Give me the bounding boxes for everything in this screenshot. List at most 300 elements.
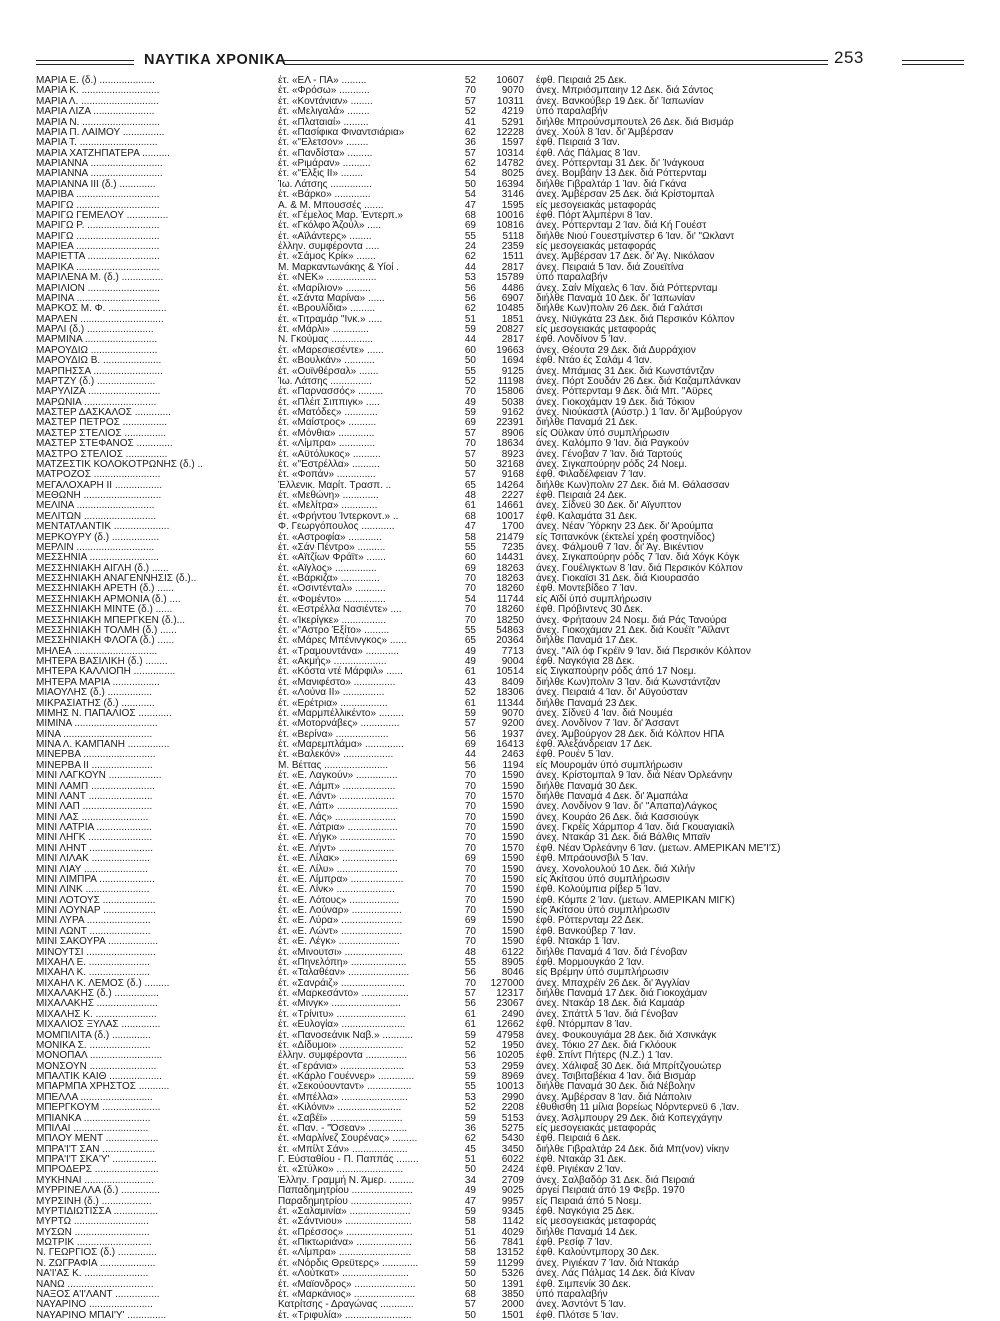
build-year: 70 [464,770,476,782]
build-year: 70 [464,925,476,937]
ship-status: άνεχ. Ρόττερνταμ 31 Δεκ. δι' Ίνάγκουα [536,158,705,169]
tonnage: 2817 [501,334,524,346]
ship-owner: έτ. «Πασίφικα Φιναντσιάρια» [278,126,405,138]
ship-status: άνεχ. Ντακάρ 18 Δεκ. διά Καμαάρ [536,998,685,1010]
ship-owner: έτ. «Στύλκο» ........................ [278,1164,404,1176]
ship-entry-row [36,107,966,117]
build-year: 62 [464,158,476,169]
ship-owner: έτ. «Ε. Λέγκ» ...................... [278,936,400,948]
ship-entry-row [36,688,966,698]
ship-status: άνεχ. Γιοκοχάμαν 21 Δεκ. διά Κουέϊτ "Αϊλαντ [536,624,730,636]
ship-entry-row [36,1259,966,1269]
build-year: 57 [464,147,476,159]
ship-owner: έτ. «Μανιφέστο» ............... [278,676,396,688]
build-year: 70 [464,604,476,616]
tonnage: 22391 [496,417,524,429]
tonnage: 1590 [501,811,524,823]
build-year: 24 [464,241,476,252]
build-year: 50 [464,1278,476,1290]
ship-name: ΜΟΜΠΙΛΙΤΑ (δ.) .............. [36,1029,151,1041]
build-year: 61 [464,697,476,709]
ship-name: ΜΙΝΙ ΛΥΡΑ ....................... [36,915,151,927]
tonnage: 2208 [501,1102,524,1114]
build-year: 52 [464,687,476,699]
ship-owner: έτ. «Μαρκάνιος» ...................... [278,1288,416,1300]
ship-status: είς μεσογειακάς μεταφοράς [536,1216,657,1228]
ship-entry-row [36,667,966,677]
ship-owner: έτ. «Μαρλίνεζ Σουρένας» ......... [278,1133,418,1145]
ship-name: ΜΑΡΙΑΝΝΑ .......................... [36,168,163,180]
tonnage: 2463 [501,749,524,761]
ship-name: ΜΑΡΜΙΝΑ .......................... [36,334,158,346]
ship-entry-row [36,865,966,875]
ship-name: ΜΑΡΙΕΑ .............................. [36,241,160,252]
build-year: 49 [464,656,476,667]
ship-status: άνεχ. Σαίν Μίχαελς 6 Ίαν. διά Ρόττερνταμ [536,282,718,294]
build-year: 57 [464,427,476,439]
ship-owner: έτ. «Ε. Λήντ» .................... [278,842,395,854]
build-year: 48 [464,946,476,958]
ship-name: ΜΑΡΠΗΣΣΑ ......................... [36,365,163,377]
ship-owner: έτ. «ΝΕΚ» .................. [278,272,377,284]
ship-name: ΜΙΝΙ ΛΙΛΑΚ ..................... [36,853,150,865]
tonnage: 5038 [501,396,524,408]
ship-status: έφθ. Πλότσε 5 Ίαν. [536,1309,619,1321]
ship-entry-row [36,97,966,107]
ship-entry-row [36,273,966,283]
tonnage: 9200 [501,718,524,730]
build-year: 59 [464,407,476,418]
build-year: 48 [464,490,476,501]
ship-owner: έτ. «Φρήντου Ίντερκοντ.» .. [278,510,399,522]
ship-status: έφθ. Ντακάρ 1 Ίαν. [536,936,620,948]
build-year: 69 [464,562,476,574]
build-year: 61 [464,666,476,678]
ship-owner: έτ. «Αϊγλος» ............... [278,562,377,574]
ship-status: διήλθε Μπρούνσμπουτελ 26 Δεκ. διά Βισμάρ [536,116,734,128]
ship-entry-row [36,782,966,792]
build-year: 55 [464,365,476,377]
ship-status: έφθ. Πόρτ Άλμπέρνι 8 Ίαν. [536,209,653,221]
ship-status: έφθ. Καλούντμπορχ 30 Δεκ. [536,1247,660,1259]
ship-name: ΜΑΡΤΖΥ (δ.) ..................... [36,375,156,387]
tonnage: 1937 [501,728,524,740]
ship-entry-row [36,999,966,1009]
tonnage: 9070 [501,85,524,97]
ship-name: ΜΕΓΑΛΟΧΑΡΗ ΙΙ ................. [36,479,163,491]
ship-status: διήλθε Γιβραλτάρ 24 Δεκ. διά Μπ(νον) νίκην [536,1143,730,1155]
ship-owner: έτ. «Φρόσω» ........... [278,85,370,97]
tonnage: 23067 [496,998,524,1010]
ship-status: έφθ. Ντόρμπαν 8 Ίαν. [536,1019,633,1031]
ship-name: ΜΙΧΑΛΑΚΗΣ (δ.) ................ [36,988,159,999]
ship-owner: έτ. «Ε. Λάτρια» .................. [278,822,398,833]
ship-entry-row [36,1290,966,1300]
ship-owner: έτ. «Μοτορνάβες» .............. [278,718,400,730]
ship-owner: Παπαδημητρίου ...................... [278,1185,413,1197]
ship-name: ΜΕΣΣΗΝΙΑΚΗ ΑΡΕΤΗ (δ.) ...... [36,583,174,595]
tonnage: 1590 [501,770,524,782]
ship-name: ΜΙΚΡΑΣΙΑΤΗΣ (δ.) ............ [36,697,155,709]
tonnage: 20827 [496,324,524,335]
ship-owner: έτ. «Πλαταιαί» ......... [278,116,369,128]
ship-name: ΜΕΡΚΟΥΡΥ (δ.) ................. [36,531,160,543]
build-year: 59 [464,1205,476,1217]
ship-entry-row [36,1124,966,1134]
tonnage: 2227 [501,490,524,501]
ship-owner: έτ. «Μελίτρα» ............. [278,500,378,512]
ship-owner: έτ. «Μελιγαλά» ........ [278,106,370,118]
ship-owner: έτ. «Μπίλτ Σάν» .................... [278,1143,408,1155]
ship-status: έφθ. Φιλαδέλφειαν 7 Ίαν. [536,469,647,481]
tonnage: 32168 [496,458,524,470]
build-year: 47 [464,521,476,533]
tonnage: 2817 [501,261,524,273]
ship-owner: έτ. «Μάρες Μπένινγκος» ...... [278,635,407,647]
ship-name: ΜΑΡΙΑ Π. ΛΑΙΜΟΥ ............... [36,126,165,138]
ship-status: έφθ. Καλαμάτα 31 Δεκ. [536,510,638,522]
ship-name: ΜΕΣΣΗΝΙΑΚΗ ΤΟΛΜΗ (δ.) ...... [36,624,177,636]
build-year: 69 [464,417,476,429]
ship-name: ΜΗΛΕΑ .............................. [36,645,158,657]
ship-status: άνεχ. Λονδίνον 7 Ίαν. δι' Άσσαντ [536,718,680,730]
ship-name: ΜΙΝΟΥΤΣΙ ......................... [36,946,156,958]
tonnage: 14431 [496,552,524,564]
ship-status: διήλθε Κων)πολιν 3 Ίαν. διά Κωνστάντζαν [536,676,721,688]
ship-status: έφθ. Πειραιά 25 Δεκ. [536,75,627,86]
ship-owner: έτ. «Ε. Λίλυ» ...................... [278,863,398,875]
ship-name: ΜΑΡΚΟΣ Μ. Φ. ..................... [36,303,167,315]
ship-status: άνεχ. Γένοβαν 7 Ίαν. διά Ταρτούς [536,448,683,460]
tonnage: 14264 [496,479,524,491]
ship-status: άνεχ. Άμβούργον 28 Δεκ. διά Κόλπον ΗΠΑ [536,728,725,740]
ship-name: ΜΑΡΙΒΑ .............................. [36,189,160,201]
build-year: 70 [464,905,476,916]
tonnage: 2000 [501,1299,524,1311]
ship-name: ΜΕΣΣΗΝΙΑΚΗ ΑΙΓΛΗ (δ.) ...... [36,562,169,574]
ship-owner: έτ. «Ματόδες» ............ [278,407,378,418]
ship-entry-row [36,180,966,190]
ship-owner: Ίω. Λάτσης ............... [278,178,372,190]
ship-name: ΜΑΡΙΓΩ Ρ. .......................... [36,220,160,232]
ship-name: ΜΑΡΙΑ Ν. ............................ [36,116,160,128]
ship-status: διήλθε Παναμά 30 Δεκ. διά Νέβολην [536,1081,696,1093]
build-year: 58 [464,1247,476,1259]
ship-status: άνεχ. Πειραιά 5 Ίαν. διά Ζουεϊτίνα [536,261,684,273]
ship-name: ΜΑΡΙΑ ΛΙΖΑ ...................... [36,106,155,118]
ship-status: άνεχ. Γιοκοχάμαν 19 Δεκ. διά Τόκιον [536,396,695,408]
ship-owner: έτ. «Ε. Λίνκ» ..................... [278,884,395,896]
ship-name: ΜΟΝΙΚΑ Σ. ...................... [36,1039,151,1051]
ship-status: άνεχ. Ντακάρ 31 Δεκ. διά Βάλθις Μπαϊν [536,832,711,844]
ship-status: άνεχ. Άμβέρσαν 8 Ίαν. διά Νάπολιν [536,1091,692,1103]
ship-owner: έτ. «Ερέτρια» ................. [278,697,388,709]
tonnage: 10485 [496,303,524,315]
tonnage: 7235 [501,541,524,553]
ship-name: ΜΕΣΣΗΝΙΑ ......................... [36,552,159,564]
build-year: 41 [464,116,476,128]
ship-owner: έλλην. συμφέροντα ............... [278,1050,408,1062]
ship-entry-row [36,719,966,729]
tonnage: 21479 [496,531,524,543]
ship-entry-row [36,1207,966,1217]
build-year: 54 [464,189,476,201]
build-year: 47 [464,1195,476,1207]
ship-entry-row [36,252,966,262]
ship-owner: έτ. «Μαίστρος» .......... [278,417,377,429]
tonnage: 1501 [501,1309,524,1321]
build-year: 57 [464,448,476,460]
tonnage: 2990 [501,1091,524,1103]
ship-owner: έτ. «Φομέντο» ............... [278,593,386,605]
ship-name: ΜΑΡΙΑΝΝΑ ΙΙΙ (δ.) ............. [36,178,156,190]
tonnage: 1950 [501,1039,524,1051]
tonnage: 1142 [502,1216,524,1228]
header-rule-middle [284,60,828,65]
ship-owner: έτ. «Σαβέϊ» .......................... [278,1112,403,1124]
ship-status: διήλθε Γιβραλτάρ 1 Ίαν. διά Γκάνα [536,178,687,190]
build-year: 44 [464,749,476,761]
build-year: 70 [464,583,476,595]
build-year: 56 [464,1050,476,1062]
tonnage: 1590 [501,853,524,865]
ship-name: ΜΠΑΡΜΠΑ ΧΡΗΣΤΟΣ ........... [36,1081,170,1093]
ship-name: ΜΑΡΩΝΙΑ .......................... [36,396,157,408]
ship-owner: έτ. «Πρέσσος» ........................ [278,1226,413,1238]
ship-status: είς Οϋλκαν ύπό συμπλήρωσιν [536,427,670,439]
ship-name: ΝΑΥΑΡΙΝΟ ....................... [36,1299,153,1311]
build-year: 65 [464,479,476,491]
ship-status: άνεχ. Σίδνεϋ 30 Δεκ. δι' Αϊγυπτον [536,500,682,512]
ship-owner: έτ. «Ε. Λίμπρα» ................... [278,873,404,885]
ship-name: ΜΥΡΤΩ ........................... [36,1216,149,1228]
ship-status: άνεχ. Βομβάην 13 Δεκ. διά Ρόττερνταμ [536,168,707,180]
build-year: 56 [464,292,476,304]
ship-owner: έτ. «Σανράιζ» ....................... [278,977,405,989]
ship-status: άργεί Πειραιά άπό 19 Φεβρ. 1970 [536,1185,685,1197]
ship-owner: έτ. «"Ελξις ΙΙ» ........ [278,168,364,180]
build-year: 69 [464,853,476,865]
build-year: 56 [464,967,476,979]
ship-entry-row [36,1300,966,1310]
ship-status: διήλθε Παναμά 14 Δεκ. [536,1226,638,1238]
tonnage: 9125 [501,365,524,377]
ship-entry-row [36,1186,966,1196]
ship-name: ΜΙΑΟΥΛΗΣ (δ.) ................ [36,687,153,699]
ship-name: ΜΠΕΡΓΚΟΥΜ ..................... [36,1102,161,1114]
ship-entry-row [36,937,966,947]
tonnage: 7713 [501,645,524,657]
ship-status: άνεχ. Άσλμπουργ 29 Δεκ. διά Κοπεγχάγην [536,1112,723,1124]
ship-status: άνεχ. Φουκουγιάμα 28 Δεκ. διά Χσινκάγκ [536,1029,717,1041]
build-year: 69 [464,739,476,750]
ship-status: έφθ. Μοντεβίδεο 7 Ίαν. [536,583,638,595]
build-year: 57 [464,988,476,999]
build-year: 65 [464,635,476,647]
ship-owner: Ν. Γκούμας ............... [278,334,374,346]
ship-name: ΜΑΡΙΑ Λ. ............................ [36,95,159,107]
ship-owner: έτ. «Ε. Λούναρ» .................. [278,905,402,916]
ship-owner: έτ. «Βουλκάν» ........... [278,355,375,367]
ship-name: ΜΠΕΛΛΑ .......................... [36,1091,153,1103]
ship-owner: έτ. «Ουϊνθέρσαλ» ....... [278,365,379,377]
ship-status: έφθ. Πρόβιντενς 30 Δεκ. [536,604,643,616]
ship-owner: έτ. «Ε. Λώντ» ...................... [278,925,403,937]
tonnage: 18260 [496,583,524,595]
ship-entry-row [36,76,966,86]
build-year: 56 [464,759,476,771]
ship-owner: έτ. «Κάρλο Γουέννερ» ............. [278,1071,415,1082]
ship-name: ΜΙΝΙ ΛΑΝΤ ....................... [36,790,153,802]
tonnage: 1570 [501,842,524,854]
ship-owner: έτ. «Κιλόνιν» ....................... [278,1102,402,1114]
ship-name: ΜΑΤΡΟΖΟΣ ........................ [36,469,161,481]
build-year: 50 [464,178,476,190]
build-year: 59 [464,324,476,335]
build-year: 53 [464,1060,476,1072]
build-year: 52 [464,75,476,86]
ship-name: ΜΕΣΣΗΝΙΑΚΗ ΑΝΑΓΕΝΝΗΣΙΣ (δ.).. [36,573,197,584]
ship-status: άνεχ. Καλόμπο 9 Ίαν. διά Ραγκούν [536,438,689,450]
ship-status: άνεχ. Φάλμουθ 7 Ίαν. δι' Άγ. Βικέντιον [536,541,704,553]
ship-owner: έτ. «Ε. Λάντ» .................... [278,790,395,802]
ship-entry-row [36,1051,966,1061]
page-number: 253 [834,48,864,67]
ship-owner: έτ. «Παρνασσός» ......... [278,386,384,398]
build-year: 59 [464,1112,476,1124]
tonnage: 5326 [501,1268,524,1280]
ship-entry-row [36,844,966,854]
build-year: 52 [464,375,476,387]
ship-owner: έτ. «Δίδυμοι» ....................... [278,1039,404,1051]
ship-name: ΜΕΛΙΝΑ ............................ [36,500,155,512]
tonnage: 1590 [501,832,524,844]
ship-owner: έτ. «Ε. Λάς» ...................... [278,811,396,823]
ship-owner: έτ. «Πανοσεάνικ Ναβ.» ........... [278,1029,413,1041]
ship-status: έφθ. Ρεσίφ 7 Ίαν. [536,1237,613,1248]
build-year: 69 [464,220,476,232]
ship-status: άνεχ. Ριγιέκαν 7 Ίαν. διά Ντακάρ [536,1257,680,1269]
ship-status: ύπό παραλαβήν [536,272,608,284]
ship-list [36,76,966,1321]
ship-owner: έτ. «Μαρίλιον» ......... [278,282,371,294]
ship-status: είς Πειραιά άπό 5 Νοεμ. [536,1195,642,1207]
ship-status: διήλθε Παναμά 30 Δεκ. [536,780,638,792]
ship-status: είς Αϊδί ύπό συμπλήρωσιν [536,593,652,605]
ship-owner: Α. & Μ. Μπουσσές ....... [278,199,384,211]
ship-status: έφθ. Ρόττερνταμ 22 Δεκ. [536,915,644,927]
ship-name: ΜΙΧΑΛΙΟΣ ΞΥΛΑΣ .............. [36,1019,161,1031]
ship-entry-row [36,325,966,335]
ship-owner: έτ. «Γέμελος Μαρ. Έντερπ.» [278,209,404,221]
build-year: 57 [464,1299,476,1311]
ship-owner: έτ. «Σάντα Μαρίνα» ...... [278,292,385,304]
tonnage: 2709 [501,1174,524,1186]
tonnage: 10514 [496,666,524,678]
ship-owner: έτ. «Μαρμπέλλικέντο» ......... [278,707,404,719]
build-year: 70 [464,780,476,792]
ship-name: ΜΠΡΑ'Ι'Τ ΣΑΝ ................... [36,1143,156,1155]
ship-entry-row [36,699,966,709]
tonnage: 11744 [496,593,524,605]
ship-owner: έλλην. συμφέροντα ..... [278,241,380,252]
ship-status: διήλθε Νιού Γουεστμίνστερ 6 Ίαν. δι' "Ωκλαντ [536,230,735,242]
build-year: 56 [464,1237,476,1248]
ship-entry-row [36,958,966,968]
tonnage: 2959 [501,1060,524,1072]
tonnage: 9070 [501,707,524,719]
ship-name: ΜΙΝΙ ΛΩΝΤ ...................... [36,925,151,937]
build-year: 55 [464,1081,476,1093]
ship-status: έφθ. Κόμπε 2 Ίαν. (μετων. ΑΜΕΡΙΚΑΝ ΜΙΓΚ) [536,894,735,906]
ship-name: ΜΑΡΛΕΝ .............................. [36,313,164,325]
ship-name: ΜΥΡΣΙΝΗ (δ.) .................. [36,1195,152,1207]
ship-status: έφθ. Λονδίνον 5 Ίαν. [536,334,627,346]
tonnage: 5275 [501,1122,524,1134]
tonnage: 6122 [501,946,524,958]
ship-owner: έτ. «Γκόλφο Άζούλ» ..... [278,220,382,232]
magazine-title: ΝΑΥΤΙΚΑ ΧΡΟΝΙΚΑ [144,52,287,68]
ship-status: διήλθε Παναμά 10 Δεκ. δι' Ίαπωνίαν [536,292,695,304]
build-year: 53 [464,272,476,284]
build-year: 50 [464,1268,476,1280]
ship-owner: έτ. «Αστροφία» ............ [278,531,382,543]
ship-owner: έτ. «Ε. Λαγκούν» ............... [278,770,398,782]
ship-owner: έτ. «Λούτκατ» ........................ [278,1268,409,1280]
ship-owner: έτ. «Μόνθια» ............. [278,427,375,439]
ship-status: ύπό παραλαβήν [536,106,608,118]
ship-status: άνεχ. Άσντόντ 5 Ίαν. [536,1299,627,1311]
ship-entry-row [36,605,966,615]
ship-status: είς μεσογειακάς μεταφοράς [536,1122,657,1134]
ship-status: άνεχ. "Αϊλ όφ Γκρέϊν 9 Ίαν. διά Περσικόν Κόλπον [536,645,751,657]
tonnage: 5118 [502,230,524,242]
ship-owner: έτ. «Μαρεσιεσέντε» ...... [278,344,384,356]
build-year: 51 [464,313,476,325]
ship-entry-row [36,1217,966,1227]
ship-name: ΜΠΙΑΝΚΑ ........................ [36,1112,151,1124]
ship-owner: έτ. «Τρίνιτυ» ......................... [278,1008,406,1020]
ship-name: ΜΟΝΟΠΑΛ .......................... [36,1050,163,1062]
build-year: 68 [464,209,476,221]
build-year: 62 [464,303,476,315]
build-year: 34 [464,1174,476,1186]
tonnage: 10016 [496,209,524,221]
ship-status: έφθ. Νέαν Όρλεάνην 6 Ίαν. (μετων. ΑΜΕΡΙΚΑΝ ΜΕ'Ί'Σ) [536,842,781,854]
ship-owner: έτ. «Ε. Λίλακ» .................... [278,853,398,865]
ship-status: άνεχ. Σιγκαπούρην ρόδς 7 Ίαν. διά Χόγκ Κόγκ [536,552,740,564]
ship-status: άνεχ. Λονδίνον 9 Ίαν. δι' "Απαπα)Λάγκος [536,801,718,813]
ship-name: ΜΙΝΑ Λ. ΚΑΜΠΑΝΗ ............... [36,739,170,750]
ship-status: άνεχ. Φρήταουν 24 Νοεμ. διά Ράς Τανούρα [536,614,727,626]
ship-name: ΜΑΡΙΑ Κ. ............................ [36,85,160,97]
ship-entry-row [36,128,966,138]
ship-status: άνεχ. Σαλβαδόρ 31 Δεκ. διά Πειραιά [536,1174,695,1186]
build-year: 70 [464,894,476,906]
tonnage: 10816 [496,220,524,232]
ship-status: είς Σιγκαπούρην ρόδς άπό 17 Νοεμ. [536,666,697,678]
ship-name: ΜΕΡΛΙΝ ............................ [36,541,155,553]
tonnage: 13152 [496,1247,524,1259]
ship-name: ΜΑΡΙΛΕΝΑ Μ. (δ.) ............... [36,272,164,284]
ship-name: ΜΗΤΕΡΑ ΚΑΛΛΙΟΠΗ ............... [36,666,176,678]
ship-entry-row [36,1155,966,1165]
ship-status: έφθ. Άλεξάνδρειαν 17 Δεκ. [536,739,653,750]
ship-entry-row [36,418,966,428]
ship-owner: έτ. «Μαϊονδρος» ...................... [278,1278,416,1290]
tonnage: 1391 [501,1278,524,1290]
ship-entry-row [36,159,966,169]
